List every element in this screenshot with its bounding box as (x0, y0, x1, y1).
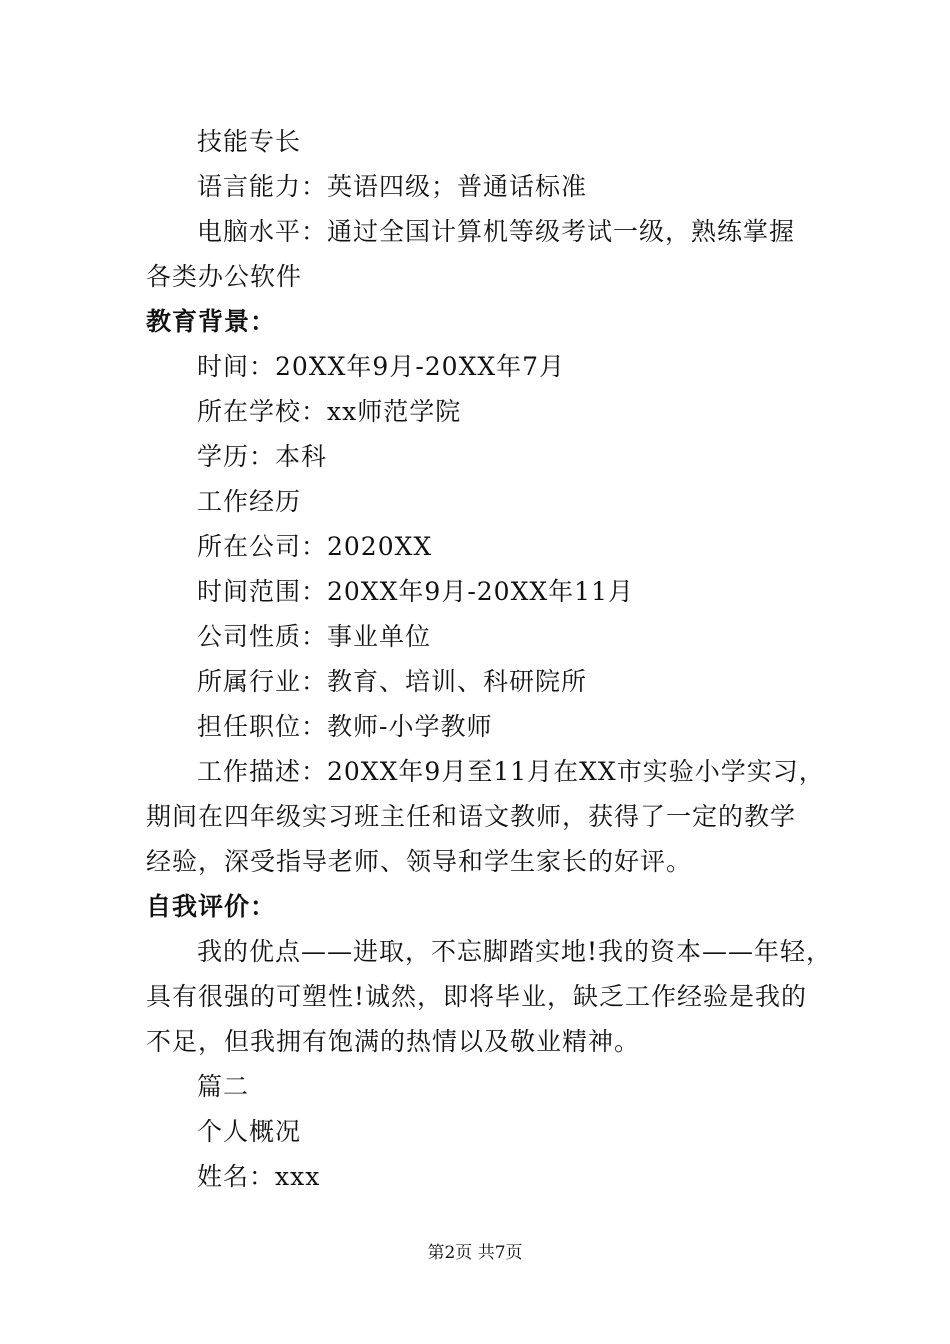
section-heading-education: 教育背景： (146, 307, 277, 336)
paragraph-time-range: 时间范围：20XX年9月-20XX年11月 (197, 577, 634, 606)
paragraph-company-type: 公司性质：事业单位 (197, 622, 432, 651)
paragraph-self-eval-cont-2: 不足，但我拥有饱满的热情以及敬业精神。 (146, 1027, 641, 1056)
paragraph-degree: 学历：本科 (197, 442, 328, 471)
paragraph-work-desc-cont-1: 期间在四年级实习班主任和语文教师，获得了一定的教学 (146, 802, 797, 831)
paragraph-industry: 所属行业：教育、培训、科研院所 (197, 667, 588, 696)
paragraph-company: 所在公司：2020XX (197, 532, 433, 561)
paragraph-self-eval-cont-1: 具有很强的可塑性!诚然，即将毕业，缺乏工作经验是我的 (146, 982, 808, 1011)
paragraph-work-desc: 工作描述：20XX年9月至11月在XX市实验小学实习， (197, 757, 825, 786)
page-footer: 第2页 共7页 (427, 1243, 523, 1263)
paragraph-position: 担任职位：教师-小学教师 (197, 712, 493, 741)
paragraph-computer-cont: 各类办公软件 (146, 262, 303, 291)
section-heading-work: 工作经历 (197, 487, 302, 516)
section-heading-personal: 个人概况 (197, 1117, 302, 1146)
paragraph-name: 姓名：xxx (197, 1162, 321, 1191)
paragraph-computer: 电脑水平：通过全国计算机等级考试一级，熟练掌握 (197, 217, 796, 246)
section-heading-part-two: 篇二 (197, 1072, 250, 1101)
paragraph-school: 所在学校：xx师范学院 (197, 397, 462, 426)
paragraph-work-desc-cont-2: 经验，深受指导老师、领导和学生家长的好评。 (146, 847, 693, 876)
paragraph-language: 语言能力：英语四级；普通话标准 (197, 172, 588, 201)
section-heading-skills: 技能专长 (197, 127, 302, 156)
section-heading-self-eval: 自我评价： (146, 892, 277, 921)
paragraph-self-eval: 我的优点——进取，不忘脚踏实地!我的资本——年轻， (197, 937, 833, 966)
paragraph-edu-time: 时间：20XX年9月-20XX年7月 (197, 352, 566, 381)
